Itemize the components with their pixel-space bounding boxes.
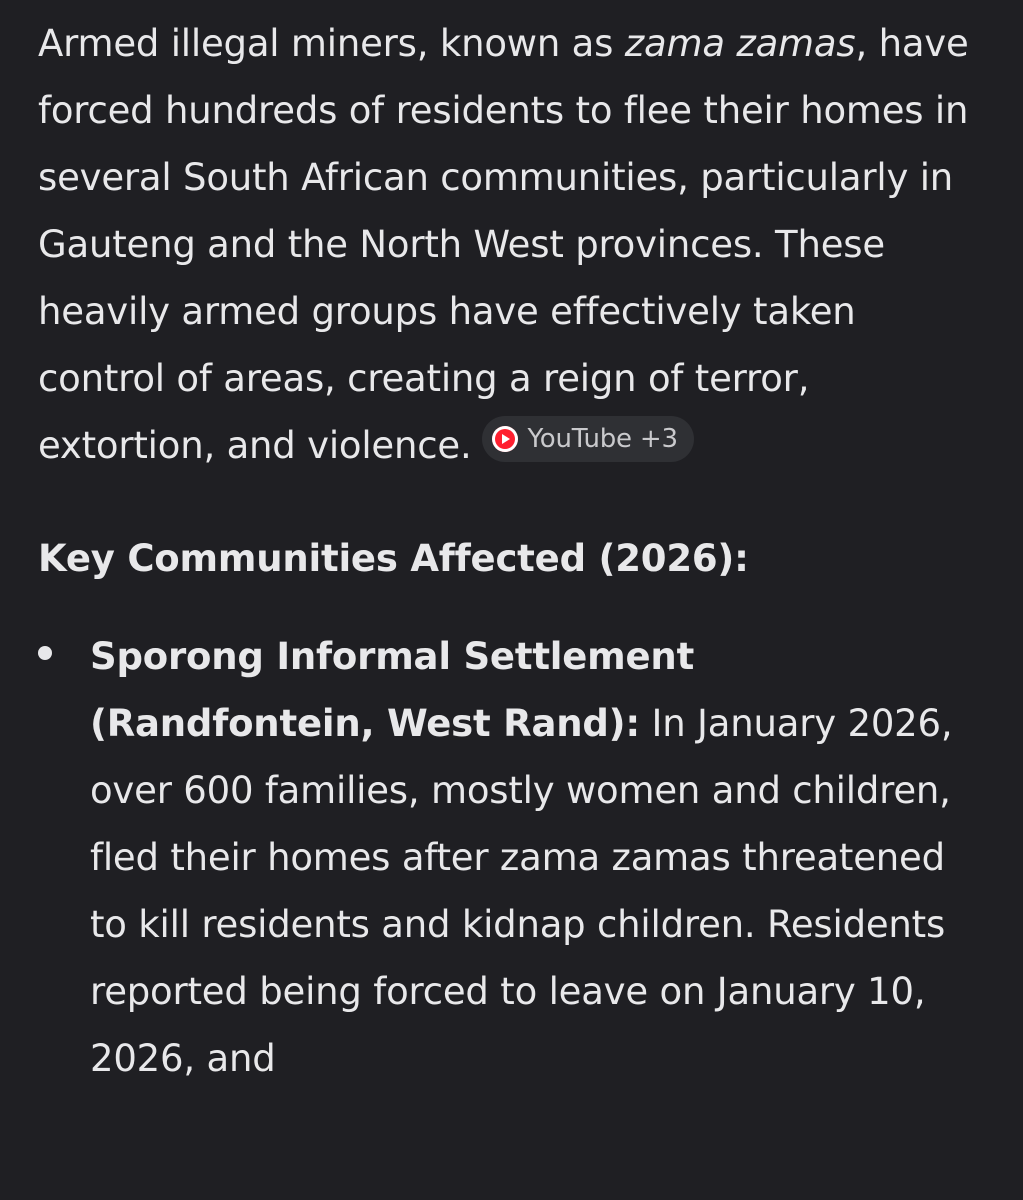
youtube-icon bbox=[492, 426, 518, 452]
bullet-text: In January 2026, over 600 families, mostly women and children, fled their homes after zama zamas threatened to kill residents and kidnap children. Residents reported being forced to leave on January 10, 2026, and bbox=[90, 702, 953, 1080]
bullet-title: Sporong Informal Settlement (Randfontein, West Rand): bbox=[90, 635, 695, 745]
list-item bbox=[38, 623, 988, 1092]
bullet-list bbox=[38, 623, 988, 1092]
article-content bbox=[38, 10, 988, 1092]
bullet-dot-icon bbox=[38, 646, 52, 660]
intro-text-end: , have forced hundreds of residents to flee their homes in several South African communities, particularly in Gauteng and the North West provinces. These heavily armed groups have effectively taken control of areas, creating a reign of terror, extortion, and violence. bbox=[38, 22, 969, 467]
source-chip-label: YouTube +3 bbox=[527, 424, 678, 454]
section-heading: Key Communities Affected (2026): bbox=[38, 537, 749, 580]
intro-paragraph bbox=[38, 10, 988, 479]
intro-emphasis: zama zamas bbox=[624, 22, 856, 65]
intro-text-start: Armed illegal miners, known as bbox=[38, 22, 625, 65]
source-chip[interactable] bbox=[482, 416, 694, 462]
